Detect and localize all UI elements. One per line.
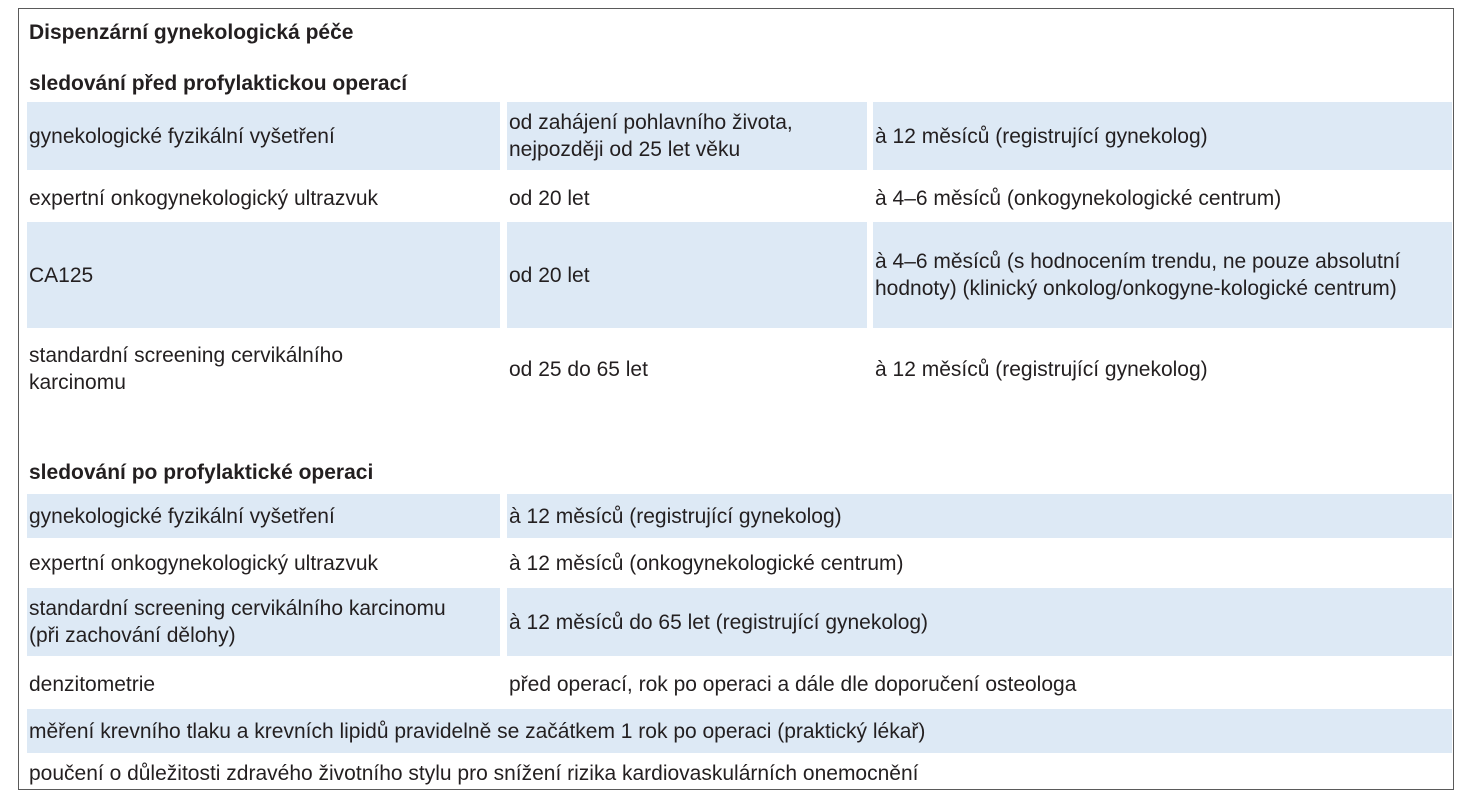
table-row [27, 102, 1452, 170]
exam-cell: CA125 [27, 222, 500, 328]
table-row [27, 756, 1452, 790]
interval-cell: à 12 měsíců (registrující gynekolog) [875, 357, 1208, 381]
table-title: Dispenzární gynekologická péče [29, 21, 354, 44]
section-before-heading: sledování před profylaktickou operací [29, 72, 408, 95]
exam-cell: expertní onkogynekologický ultrazvuk [29, 186, 379, 210]
table-row [27, 222, 1452, 328]
full-width-cell: poučení o důležitosti zdravého životního stylu pro snížení rizika kardiovaskulárních onemocnění [29, 761, 919, 785]
detail-cell: à 12 měsíců (onkogynekologické centrum) [509, 551, 904, 575]
start-cell: od zahájení pohlavního života, nejpozději od 25 let věku [507, 102, 867, 170]
table-row [27, 176, 1452, 220]
start-cell: od 25 do 65 let [509, 357, 648, 381]
table-row [27, 662, 1452, 706]
table-row [27, 334, 1452, 404]
table-row [27, 588, 1452, 656]
exam-cell: standardní screening cervikálního karcinomu [29, 344, 344, 394]
start-cell: od 20 let [509, 186, 590, 210]
table-row [27, 709, 1452, 753]
table-row [27, 541, 1452, 585]
interval-cell: à 4–6 měsíců (onkogynekologické centrum) [875, 186, 1282, 210]
exam-cell: standardní screening cervikálního karcinomu (při zachování dělohy) [27, 588, 500, 656]
detail-cell: před operací, rok po operaci a dále dle doporučení osteologa [509, 672, 1077, 696]
exam-cell: gynekologické fyzikální vyšetření [27, 494, 500, 538]
interval-cell: à 4–6 měsíců (s hodnocením trendu, ne pouze absolutní hodnoty) (klinický onkolog/onkogyne-kologické centrum) [873, 222, 1452, 328]
section-after-heading: sledování po profylaktické operaci [29, 461, 374, 484]
interval-cell: à 12 měsíců (registrující gynekolog) [873, 102, 1452, 170]
exam-cell: gynekologické fyzikální vyšetření [27, 102, 500, 170]
detail-cell: à 12 měsíců (registrující gynekolog) [507, 494, 1452, 538]
full-width-cell: měření krevního tlaku a krevních lipidů pravidelně se začátkem 1 rok po operaci (praktický lékař) [27, 709, 1452, 753]
table-row [27, 494, 1452, 538]
detail-cell: à 12 měsíců do 65 let (registrující gynekolog) [507, 588, 1452, 656]
exam-cell: denzitometrie [29, 672, 156, 696]
exam-cell: expertní onkogynekologický ultrazvuk [29, 551, 379, 575]
start-cell: od 20 let [507, 222, 867, 328]
